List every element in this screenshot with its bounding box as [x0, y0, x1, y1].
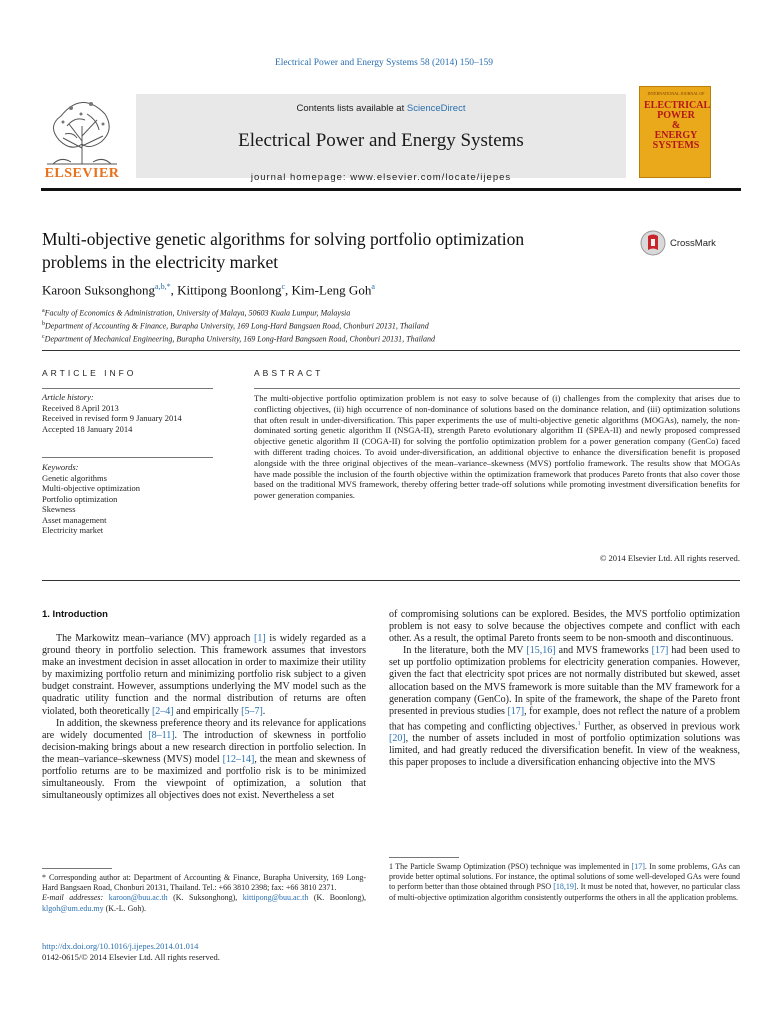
keyword: Portfolio optimization	[42, 493, 118, 504]
crossmark-icon	[640, 230, 666, 256]
abstract-text: The multi-objective portfolio optimization problem is not easy to solve because of (i) challenges from the complexity that arises due to conflicting objectives, (ii) high occurrence of non-dominance of solutions based on the dominance relation, and (iii) optimization solutions that often result in under-diversification. This paper experiments the use of multi-objective genetic algorithms (MOGAs), namely, the non-dominated sorting genetic algorithm II (NSGA-II), strength Pareto evolutionary algorithm II (SPEA-II) and newly proposed compressed objective genetic algorithm II (COGA-II) for solving the portfolio optimization problem for a power generation company (GenCo) faced with different trading choices. To avoid under-diversification, an additional objective to enhance the diversification benefit is proposed alongside with the three original objectives of the mean–variance–skewness (MVS) portfolio framework. The results show that MOGAs have made possible the inclusion of the fourth objective within the optimization framework that produces Pareto fronts that also cover those based on the traditional MVS framework, thereby offering better trade-off solutions while promoting investment diversification benefits for power generation companies.	[254, 393, 740, 501]
author-name[interactable]: Karoon Suksonghong	[42, 282, 156, 298]
keywords: Keywords: Genetic algorithms Multi-objective optimization Portfolio optimization Skewness Asset management Electricity market	[42, 462, 212, 536]
crossmark-label: CrossMark	[670, 238, 716, 249]
contents-line: Contents lists available at ScienceDirect	[296, 103, 466, 114]
email-link[interactable]: kittipong@buu.ac.th	[242, 893, 309, 903]
keyword: Multi-objective optimization	[42, 483, 140, 493]
email-link[interactable]: karoon@buu.ac.th	[108, 893, 168, 903]
affiliation-line: $^a$Faculty of Economics & Administration, University of Malaya, 50603 Kuala Lumpur, Malaysia	[42, 308, 351, 318]
footnote-divider	[42, 868, 112, 869]
journal-cover-image	[639, 86, 711, 178]
cover-title: ELECTRICAL POWER & ENERGY SYSTEMS	[644, 100, 711, 151]
divider	[254, 388, 740, 389]
reference-link[interactable]: [5–7]	[241, 705, 263, 717]
author-name[interactable]: Kittipong Boonlong	[177, 282, 282, 298]
keyword: Electricity market	[42, 525, 104, 535]
crossmark-badge[interactable]	[640, 230, 740, 258]
journal-homepage-link[interactable]: www.elsevier.com/locate/ijepes	[350, 172, 512, 183]
reference-link[interactable]: [12–14]	[222, 753, 255, 765]
journal-citation[interactable]: Electrical Power and Energy Systems 58 (2014) 150–159	[274, 58, 494, 68]
keyword: Genetic algorithms	[42, 472, 107, 483]
divider	[42, 350, 740, 351]
masthead-divider	[41, 188, 741, 191]
paragraph: In the literature, both the MV [15,16] and MVS frameworks [17] had been used to set up portfolio optimization problems for electricity generation companies. However, given the fact that electricity spot prices are not normally distributed but skewed, asset allocation based on the MVS framework is more suitable than the MV framework for a generation company (GenCo). In spite of the framework, the shape of the Pareto front presented in previous studies [17], for example, does not reflect the nature of a problem that has competing and conflicting objectives.$^1$ Further, as observed in previous work [20], the number of assets included in most of portfolio optimization solutions was limited, and had greatly reduced the diversification benefit. In view of the weakness, this paper proposes to include a diversification enhancing objective into the MVS	[389, 645, 740, 769]
journal-banner	[136, 94, 626, 183]
journal-homepage: journal homepage: www.elsevier.com/locate/ijepes	[250, 172, 512, 183]
doi-link[interactable]: http://dx.doi.org/10.1016/j.ijepes.2014.01.014	[42, 941, 199, 951]
reference-link[interactable]: [1]	[254, 633, 266, 644]
author-list: Karoon Suksonghong$^{a,b,*}$, Kittipong Boonlong$^c$, Kim-Leng Goh$^a$	[42, 282, 375, 298]
footnote-divider	[389, 857, 459, 858]
reference-link[interactable]: [8–11]	[148, 729, 175, 741]
reference-link[interactable]: [20]	[389, 733, 406, 745]
publisher-name: ELSEVIER	[44, 166, 120, 181]
affiliations	[42, 306, 742, 345]
paragraph: The Markowitz mean–variance (MV) approach [1] is widely regarded as a ground theory in portfolio selection. This framework assumes that investors make an investment decision in asset allocation in order to maximize their utility by maximizing portfolio return and minimizing portfolio risk subject to a given budget constraint. However, assumptions underlying the MV model such as the quadratic utility function and the normal distribution of returns are often violated, both theoretically [2–4] and empirically [5–7].	[42, 633, 366, 717]
doi-block	[42, 941, 220, 963]
sciencedirect-link[interactable]: ScienceDirect	[406, 103, 466, 114]
reference-link[interactable]: [18,19]	[553, 882, 577, 892]
keyword: Asset management	[42, 514, 107, 525]
email-link[interactable]: klgoh@um.edu.my	[42, 903, 104, 913]
divider	[42, 388, 213, 389]
keyword: Skewness	[42, 504, 76, 514]
divider	[42, 457, 213, 458]
affiliation-line: $^c$Department of Mechanical Engineering, Burapha University, 169 Long-Hard Bangsaen Road, Chonburi 20131, Thailand	[42, 334, 436, 344]
cover-subtitle: INTERNATIONAL JOURNAL OF	[647, 91, 705, 96]
abstract-heading: ABSTRACT	[254, 368, 324, 378]
abstract-copyright: © 2014 Elsevier Ltd. All rights reserved.	[599, 553, 740, 563]
body-column-left	[42, 633, 366, 802]
section-heading: 1. Introduction	[42, 609, 108, 620]
reference-link[interactable]: [15,16]	[526, 645, 556, 657]
paragraph: of compromising solutions can be explored. Besides, the MVS portfolio optimization problem is not easy to solve because the objectives compete and conflict with each other. As a result, the optimal Pareto fronts seem to be non-smooth and discontinuous.	[389, 609, 740, 645]
footnote-1: 1 The Particle Swamp Optimization (PSO) technique was implemented in [17]. In some problems, GAs can provide better optimal solutions. For instance, the optimal solutions of some well-developed GAs were found to perform better than those obtained through PSO [18,19]. It must be noted that, however, no particular class of multi-objective optimization algorithm consistently outperforms the others in all the application problems.	[389, 862, 741, 902]
divider	[42, 580, 740, 581]
reference-link[interactable]: [2–4]	[151, 705, 174, 717]
paragraph: In addition, the skewness preference theory and its relevance for applications are widely documented [8–11]. The introduction of skewness in portfolio decision-making brings about a new research direction in portfolio selection. In the mean–variance–skewness (MVS) model [12–14], the mean and skewness of portfolio returns are to be maximized and portfolio risk is to be minimized simultaneously. From the viewpoint of optimization, a solution that simultaneously optimizes all objectives does not exist. Nevertheless a set	[42, 717, 367, 802]
author-name[interactable]: Kim-Leng Goh	[291, 282, 372, 298]
reference-link[interactable]: [17]	[651, 645, 669, 657]
article-info-heading: ARTICLE INFO	[42, 368, 137, 378]
corresponding-author-note: * Corresponding author at: Department of Accounting & Finance, Burapha University, 169 Long-Hard Bangsaen Road, Chonburi 20131, Thailand. Tel.: +66 3810 2398; fax: +66 3810 2371. E-mail addresses: karoon@buu.ac.th (K. Suksonghong), kittipong@buu.ac.th (K. Boonlong), klgoh@um.edu.my (K.-L. Goh).	[42, 873, 366, 913]
journal-masthead	[41, 86, 741, 192]
reference-link[interactable]: [17]	[631, 862, 645, 871]
affiliation-line: $^b$Department of Accounting & Finance, Burapha University, 169 Long-Hard Bangsaen Road, Chonburi 20131, Thailand	[42, 321, 429, 331]
reference-link[interactable]: [17]	[507, 705, 525, 717]
journal-title: Electrical Power and Energy Systems	[238, 130, 524, 151]
body-column-right	[389, 609, 740, 770]
article-history: Article history: Received 8 April 2013 Received in revised form 9 January 2014 Accepted 18 January 2014	[42, 392, 182, 434]
reference-link[interactable]: 1	[577, 720, 581, 727]
issn-line: 0142-0615/© 2014 Elsevier Ltd. All rights reserved.	[42, 952, 220, 962]
article-title: Multi-objective genetic algorithms for solving portfolio optimization problems in the electricity market	[42, 229, 525, 272]
